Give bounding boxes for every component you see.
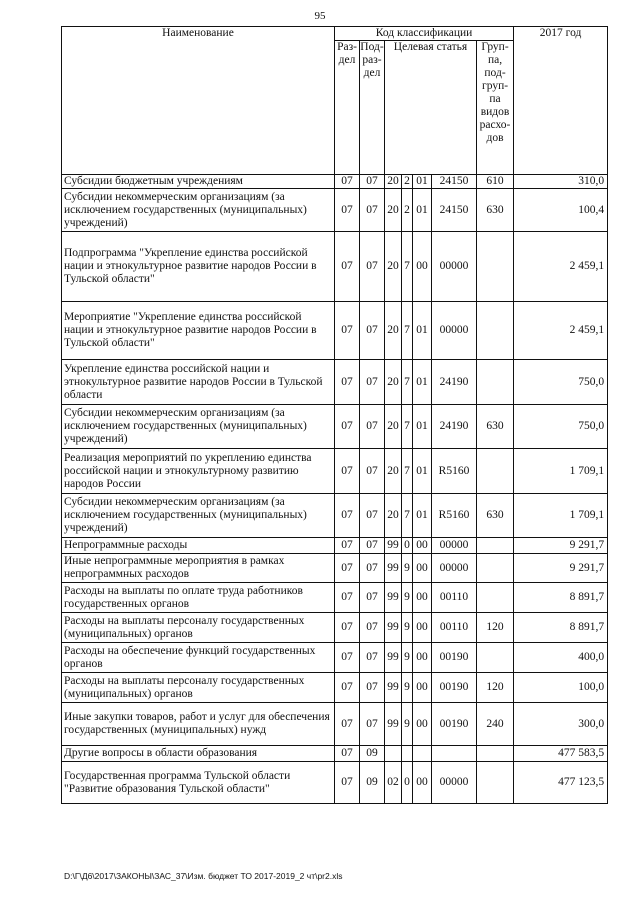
table-row: [62, 746, 608, 762]
row-subsection: 07: [360, 449, 385, 494]
row-amount: 310,0: [514, 175, 608, 189]
table-row: [62, 449, 608, 494]
row-target-direction: 00000: [432, 554, 477, 583]
row-target-subprogram: 2: [402, 175, 413, 189]
row-target-measure: 01: [413, 189, 432, 232]
row-target-subprogram: [402, 746, 413, 762]
row-amount: 477 583,5: [514, 746, 608, 762]
row-amount: 400,0: [514, 643, 608, 673]
file-path-footer: D:\Г\Д6\2017\ЗАКОНЫ\ЗАС_37\Изм. бюджет ТО 2017-2019_2 чт\pr2.xls: [64, 871, 343, 881]
row-amount: 2 459,1: [514, 232, 608, 302]
row-name: Субсидии бюджетным учреждениям: [62, 175, 335, 189]
row-subsection: 07: [360, 643, 385, 673]
row-target-subprogram: 7: [402, 360, 413, 405]
table-row: [62, 554, 608, 583]
row-target-measure: 00: [413, 762, 432, 804]
row-target-program: 99: [385, 643, 402, 673]
table-row: [62, 189, 608, 232]
row-target-direction: 00110: [432, 583, 477, 613]
row-amount: 2 459,1: [514, 302, 608, 360]
table-row: [62, 405, 608, 449]
row-expense-group: 610: [477, 175, 514, 189]
row-target-measure: [413, 746, 432, 762]
row-target-measure: 01: [413, 302, 432, 360]
row-expense-group: [477, 583, 514, 613]
row-name: Подпрограмма "Укрепление единства российской нации и этнокультурное развитие народов России в Тульской области": [62, 232, 335, 302]
row-target-direction: 00000: [432, 538, 477, 554]
row-section: 07: [335, 554, 360, 583]
row-target-subprogram: 7: [402, 449, 413, 494]
row-target-program: 20: [385, 175, 402, 189]
row-amount: 8 891,7: [514, 613, 608, 643]
row-amount: 100,0: [514, 673, 608, 703]
row-expense-group: 630: [477, 189, 514, 232]
header-section: Раз- дел: [335, 41, 360, 175]
row-expense-group: [477, 538, 514, 554]
row-target-subprogram: 0: [402, 538, 413, 554]
table-row: [62, 232, 608, 302]
row-name: Расходы на выплаты персоналу государственных (муниципальных) органов: [62, 673, 335, 703]
row-target-direction: 00000: [432, 762, 477, 804]
row-target-subprogram: 7: [402, 494, 413, 538]
row-subsection: 07: [360, 554, 385, 583]
row-expense-group: [477, 360, 514, 405]
row-target-measure: 00: [413, 538, 432, 554]
row-expense-group: [477, 302, 514, 360]
row-target-subprogram: 2: [402, 189, 413, 232]
row-target-measure: 01: [413, 175, 432, 189]
row-target-measure: 00: [413, 232, 432, 302]
header-expense-group: Груп- па, под- груп- па видов расхо- дов: [477, 41, 514, 175]
row-amount: 8 891,7: [514, 583, 608, 613]
row-expense-group: 630: [477, 405, 514, 449]
header-target-article: Целевая статья: [385, 41, 477, 175]
row-target-direction: 00190: [432, 643, 477, 673]
header-subsection: Под- раз- дел: [360, 41, 385, 175]
row-target-direction: 00000: [432, 232, 477, 302]
row-target-direction: 24150: [432, 189, 477, 232]
row-target-program: 20: [385, 189, 402, 232]
row-amount: 750,0: [514, 405, 608, 449]
row-target-measure: 00: [413, 613, 432, 643]
row-target-subprogram: 9: [402, 673, 413, 703]
row-target-direction: R5160: [432, 494, 477, 538]
row-expense-group: [477, 554, 514, 583]
row-section: 07: [335, 175, 360, 189]
row-target-measure: 00: [413, 643, 432, 673]
row-target-direction: 24190: [432, 360, 477, 405]
row-section: 07: [335, 360, 360, 405]
row-expense-group: 120: [477, 613, 514, 643]
row-target-measure: 00: [413, 554, 432, 583]
table-row: [62, 703, 608, 746]
table-row: [62, 613, 608, 643]
row-section: 07: [335, 583, 360, 613]
row-target-measure: 01: [413, 494, 432, 538]
header-classification-code: Код классификации: [335, 27, 514, 41]
row-section: 07: [335, 762, 360, 804]
table-row: [62, 762, 608, 804]
row-subsection: 07: [360, 494, 385, 538]
row-name: Иные закупки товаров, работ и услуг для обеспечения государственных (муниципальных) нужд: [62, 703, 335, 746]
row-subsection: 07: [360, 613, 385, 643]
header-name: Наименование: [62, 27, 335, 175]
row-target-subprogram: 0: [402, 762, 413, 804]
table-row: [62, 302, 608, 360]
row-target-direction: 24190: [432, 405, 477, 449]
row-subsection: 09: [360, 746, 385, 762]
row-name: Расходы на выплаты по оплате труда работников государственных органов: [62, 583, 335, 613]
row-expense-group: [477, 762, 514, 804]
row-amount: 477 123,5: [514, 762, 608, 804]
row-target-subprogram: 7: [402, 302, 413, 360]
row-name: Расходы на обеспечение функций государственных органов: [62, 643, 335, 673]
row-target-program: 20: [385, 494, 402, 538]
row-expense-group: [477, 643, 514, 673]
row-target-program: 99: [385, 613, 402, 643]
table-row: [62, 175, 608, 189]
row-target-direction: 24150: [432, 175, 477, 189]
row-subsection: 07: [360, 538, 385, 554]
row-name: Расходы на выплаты персоналу государственных (муниципальных) органов: [62, 613, 335, 643]
row-target-direction: [432, 746, 477, 762]
table-row: [62, 673, 608, 703]
header-year: 2017 год: [514, 27, 608, 175]
row-target-measure: 00: [413, 583, 432, 613]
row-subsection: 07: [360, 703, 385, 746]
page-number: 95: [314, 10, 326, 22]
row-target-program: 20: [385, 232, 402, 302]
row-target-subprogram: 9: [402, 643, 413, 673]
row-subsection: 07: [360, 232, 385, 302]
row-section: 07: [335, 302, 360, 360]
row-target-direction: R5160: [432, 449, 477, 494]
row-expense-group: [477, 746, 514, 762]
row-amount: 9 291,7: [514, 538, 608, 554]
row-section: 07: [335, 449, 360, 494]
row-subsection: 07: [360, 189, 385, 232]
row-target-subprogram: 7: [402, 405, 413, 449]
row-target-subprogram: 9: [402, 703, 413, 746]
row-amount: 9 291,7: [514, 554, 608, 583]
row-section: 07: [335, 189, 360, 232]
row-target-program: [385, 746, 402, 762]
row-amount: 300,0: [514, 703, 608, 746]
row-section: 07: [335, 232, 360, 302]
row-section: 07: [335, 613, 360, 643]
row-subsection: 07: [360, 583, 385, 613]
row-name: Мероприятие "Укрепление единства российской нации и этнокультурное развитие народов России в Тульской области": [62, 302, 335, 360]
row-subsection: 07: [360, 175, 385, 189]
table-row: [62, 538, 608, 554]
row-target-program: 20: [385, 360, 402, 405]
row-amount: 100,4: [514, 189, 608, 232]
row-name: Реализация мероприятий по укреплению единства российской нации и этнокультурному развитию народов России: [62, 449, 335, 494]
row-section: 07: [335, 703, 360, 746]
row-target-program: 99: [385, 673, 402, 703]
row-name: Непрограммные расходы: [62, 538, 335, 554]
row-amount: 1 709,1: [514, 449, 608, 494]
row-section: 07: [335, 538, 360, 554]
row-expense-group: 630: [477, 494, 514, 538]
row-target-program: 20: [385, 302, 402, 360]
row-section: 07: [335, 643, 360, 673]
row-subsection: 09: [360, 762, 385, 804]
row-target-measure: 01: [413, 360, 432, 405]
budget-table: [61, 26, 608, 804]
row-expense-group: [477, 232, 514, 302]
row-target-measure: 01: [413, 449, 432, 494]
row-name: Субсидии некоммерческим организациям (за исключением государственных (муниципальных) учреждений): [62, 405, 335, 449]
row-target-subprogram: 9: [402, 583, 413, 613]
row-target-direction: 00190: [432, 703, 477, 746]
row-section: 07: [335, 405, 360, 449]
row-name: Субсидии некоммерческим организациям (за исключением государственных (муниципальных) учреждений): [62, 189, 335, 232]
table-row: [62, 643, 608, 673]
row-subsection: 07: [360, 360, 385, 405]
row-name: Иные непрограммные мероприятия в рамках непрограммных расходов: [62, 554, 335, 583]
row-name: Государственная программа Тульской области "Развитие образования Тульской области": [62, 762, 335, 804]
row-target-subprogram: 9: [402, 613, 413, 643]
row-target-program: 20: [385, 405, 402, 449]
row-target-program: 99: [385, 703, 402, 746]
row-name: Укрепление единства российской нации и этнокультурное развитие народов России в Тульской области: [62, 360, 335, 405]
row-target-measure: 01: [413, 405, 432, 449]
row-name: Другие вопросы в области образования: [62, 746, 335, 762]
row-target-subprogram: 9: [402, 554, 413, 583]
row-expense-group: 120: [477, 673, 514, 703]
table-row: [62, 494, 608, 538]
row-section: 07: [335, 746, 360, 762]
row-section: 07: [335, 494, 360, 538]
row-target-subprogram: 7: [402, 232, 413, 302]
row-target-program: 20: [385, 449, 402, 494]
row-name: Субсидии некоммерческим организациям (за исключением государственных (муниципальных) учреждений): [62, 494, 335, 538]
table-row: [62, 360, 608, 405]
row-target-program: 99: [385, 583, 402, 613]
row-target-measure: 00: [413, 673, 432, 703]
row-target-direction: 00110: [432, 613, 477, 643]
table-row: [62, 583, 608, 613]
row-section: 07: [335, 673, 360, 703]
row-subsection: 07: [360, 673, 385, 703]
row-expense-group: [477, 449, 514, 494]
row-target-program: 99: [385, 538, 402, 554]
row-amount: 1 709,1: [514, 494, 608, 538]
row-amount: 750,0: [514, 360, 608, 405]
row-target-measure: 00: [413, 703, 432, 746]
row-subsection: 07: [360, 302, 385, 360]
row-target-direction: 00190: [432, 673, 477, 703]
row-expense-group: 240: [477, 703, 514, 746]
row-subsection: 07: [360, 405, 385, 449]
row-target-program: 99: [385, 554, 402, 583]
row-target-program: 02: [385, 762, 402, 804]
row-target-direction: 00000: [432, 302, 477, 360]
